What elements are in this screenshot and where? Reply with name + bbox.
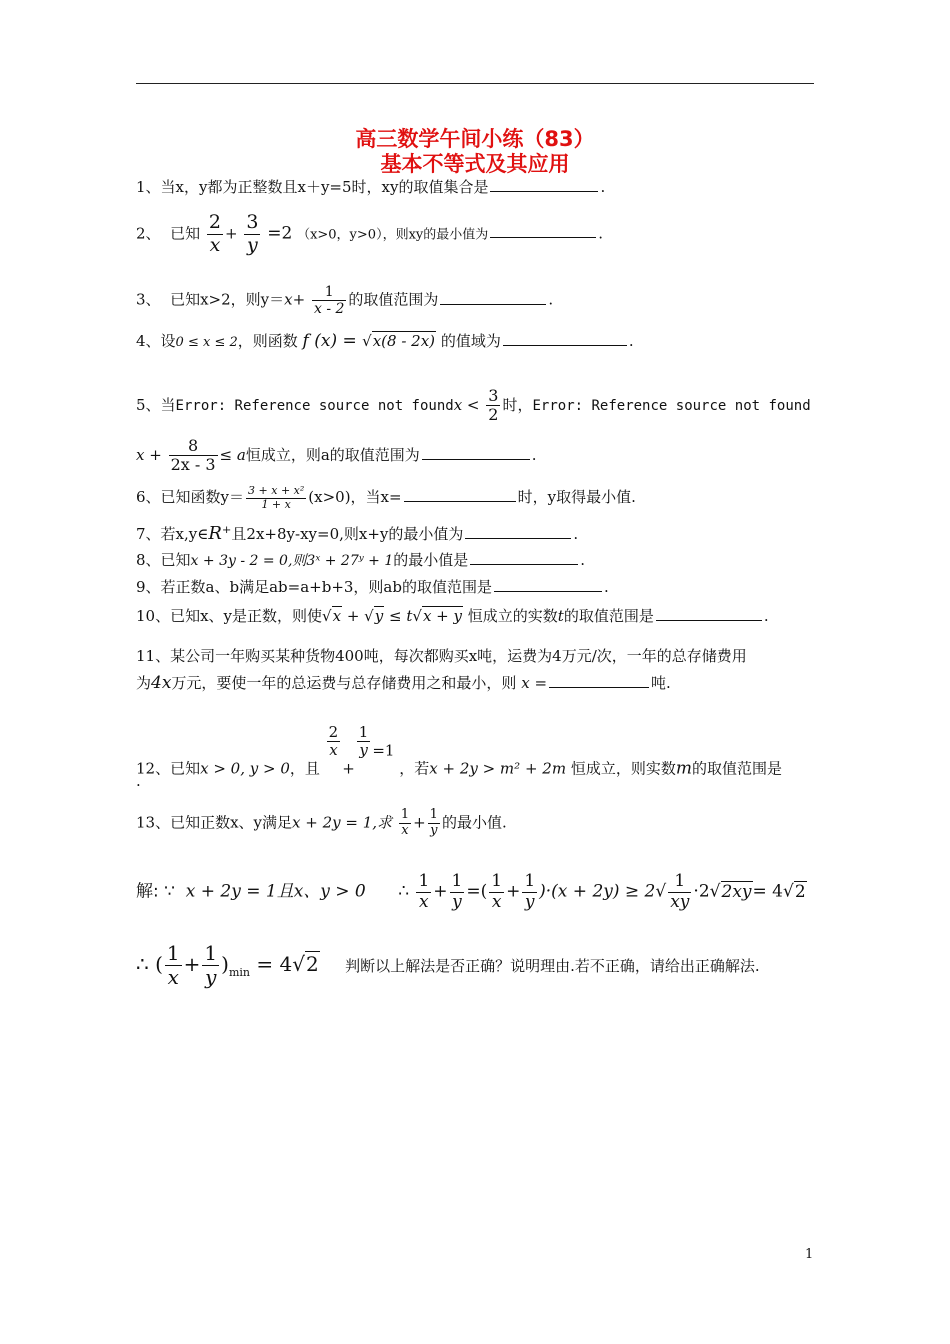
fraction: $\frac{1}{x}$ xyxy=(400,807,410,838)
fraction: $\frac{1}{y}$ xyxy=(524,871,536,912)
header-rule xyxy=(136,83,814,84)
fraction: $\frac{2}{x}$ xyxy=(328,723,339,760)
answer-blank[interactable] xyxy=(490,177,598,192)
fraction: $\frac{3}{2}$ xyxy=(488,386,499,425)
answer-blank[interactable] xyxy=(404,487,516,502)
question-12: 12、已知x > 0, y > 0，且 $\frac{2}{x}$ + $\frac{1}{y}$ =1 ，若x + 2y > m² + 2m 恒成立，则实数m的取值范围是 xyxy=(136,723,782,779)
answer-blank[interactable] xyxy=(490,223,596,238)
answer-blank[interactable] xyxy=(422,445,530,460)
fraction: $\frac{8}{2x - 3}$ xyxy=(170,436,216,475)
page-number: 1 xyxy=(805,1247,814,1262)
fraction: $\frac{1}{y}$ xyxy=(358,723,369,760)
answer-blank[interactable] xyxy=(503,331,627,346)
fraction: $\frac{1}{y}$ xyxy=(429,807,438,838)
question-10: 10、已知x、y是正数，则使√x + √y ≤ t√x + y 恒成立的实数t的取值范围是 . xyxy=(136,607,769,625)
fraction: $\frac{2}{x}$ xyxy=(208,211,221,256)
question-5: 5、当Error: Reference source not foundx < $\frac{3}{2}$ 时，Error: Reference source not found xyxy=(136,386,811,425)
answer-blank[interactable] xyxy=(470,550,578,565)
question-7: 7、若x,y∈R⁺且2x+8y-xy=0,则x+y的最小值为 . xyxy=(136,523,579,544)
fraction: $\frac{1}{x}$ xyxy=(418,871,430,912)
question-13: 13、已知正数x、y满足x + 2y = 1,求 $\frac{1}{x}$ + $\frac{1}{y}$ 的最小值. xyxy=(136,807,507,838)
page-title: 高三数学午间小练（83） xyxy=(355,127,595,151)
fraction: $\frac{1}{x - 2}$ xyxy=(313,284,345,318)
fraction: $\frac{1}{x}$ xyxy=(491,871,503,912)
question-6: 6、已知函数y＝ $\frac{\text{3 + x + x²}}{1 + x}$ (x>0)，当x= 时，y取得最小值. xyxy=(136,484,636,511)
solution-line: 解: ∵ x + 2y = 1且x、y > 0 ∴ $\frac{1}{x}$ + $\frac{1}{y}$ =( $\frac{1}{x}$ + $\frac{1}{y}$ )·(x + 2y) ≥ 2√ $\frac{1}{xy}$ ·2√2xy= 4√2 xyxy=(136,871,806,912)
answer-blank[interactable] xyxy=(494,577,602,592)
answer-blank[interactable] xyxy=(549,673,649,688)
answer-blank[interactable] xyxy=(440,290,546,305)
question-12-dot: . xyxy=(136,772,141,790)
fraction: $\frac{1}{xy}$ xyxy=(670,871,690,912)
conclusion-line: ∴ ( $\frac{1}{x}$ + $\frac{1}{y}$ )$_{min} = 4√2$ 判断以上解法是否正确？说明理由.若不正确，请给出正确解法. xyxy=(136,941,760,989)
fraction: $\frac{3}{y}$ xyxy=(246,211,259,256)
question-11-line2: 为4x万元，要使一年的总运费与总存储费用之和最小，则 x = 吨. xyxy=(136,673,671,693)
question-11: 11、某公司一年购买某种货物400吨，每次都购买x吨，运费为4万元/次，一年的总存储费用 xyxy=(136,647,747,665)
fraction: $\frac{1}{x}$ xyxy=(166,941,180,989)
question-9: 9、若正数a、b满足ab=a+b+3，则ab的取值范围是 . xyxy=(136,578,609,596)
question-2: 2、 已知 $\frac{2}{x}$ + $\frac{3}{y}$ =2 （x>0，y>0），则xy的最小值为 . xyxy=(136,211,604,256)
question-1: 1、当x，y都为正整数且x＋y=5时，xy的取值集合是 . xyxy=(136,178,606,196)
question-8: 8、已知x + 3y - 2 = 0,则3ˣ + 27ʸ + 1的最小值是 . xyxy=(136,551,586,569)
fraction: $\frac{1}{y}$ xyxy=(204,941,218,989)
answer-blank[interactable] xyxy=(656,606,762,621)
question-5-line2: x + $\frac{8}{2x - 3}$ ≤ a恒成立，则a的取值范围为 . xyxy=(136,436,537,475)
fraction: $\frac{1}{y}$ xyxy=(451,871,463,912)
question-4: 4、设0 ≤ x ≤ 2，则函数 f (x) = √x(8 - 2x) 的值域为 . xyxy=(136,331,634,351)
answer-blank[interactable] xyxy=(465,524,571,539)
fraction: $\frac{\text{3 + x + x²}}{1 + x}$ xyxy=(248,484,305,511)
page-subtitle: 基本不等式及其应用 xyxy=(380,152,570,176)
question-3: 3、 已知x>2，则y＝x+ $\frac{1}{x - 2}$ 的取值范围为 . xyxy=(136,284,554,318)
